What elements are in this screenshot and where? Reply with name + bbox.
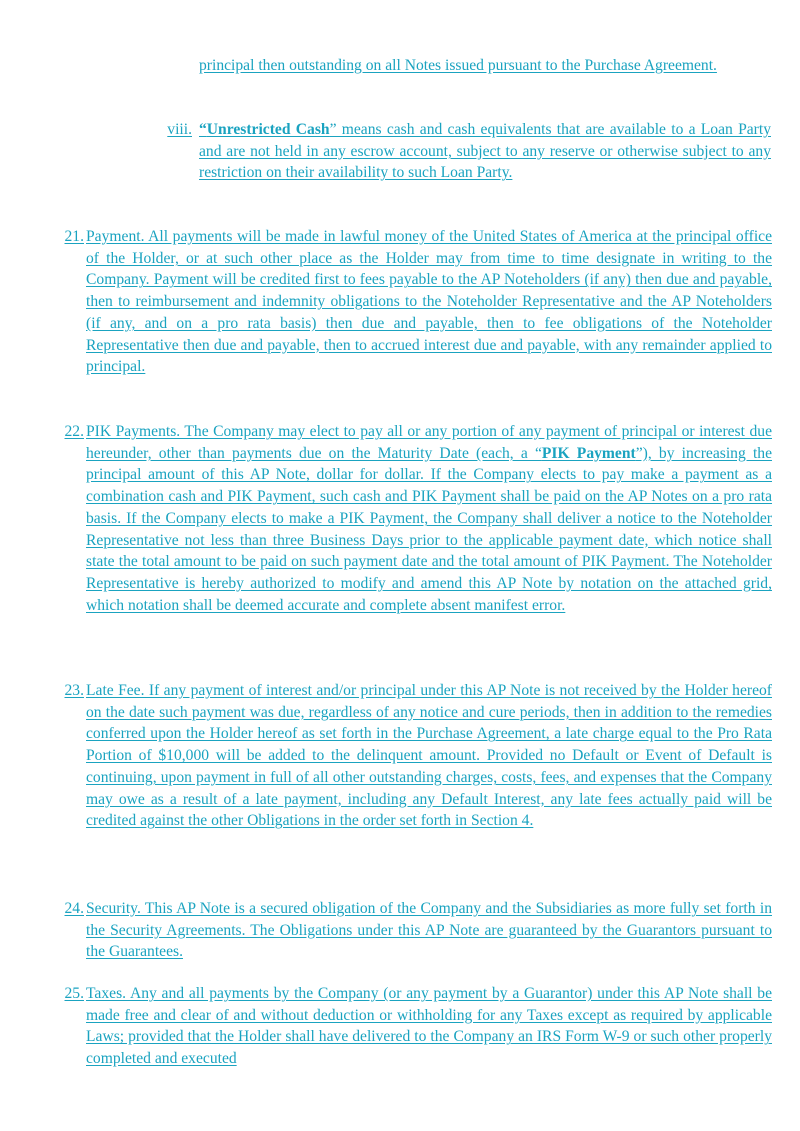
section-23-late-fee — [86, 680, 772, 832]
subsection-continuation — [199, 55, 771, 77]
section-24-text: Security. This AP Note is a secured obligation of the Company and the Subsidiaries as more fully set forth in the Security Agreements. The Obligations under this AP Note are guaranteed by the Guarantors pursuant to the Guarantees. — [86, 900, 772, 961]
definition-term: Unrestricted Cash — [206, 121, 330, 138]
section-22-text-after: ”), by increasing the principal amount of this AP Note, dollar for dollar. If the Company elects to pay make a payment as a combination cash and PIK Payment, such cash and PIK Payment shall be paid on the AP Notes on a pro rata basis. If the Company elects to make a PIK Payment, the Company shall deliver a notice to the Noteholder Representative not less than three Business Days prior to the applicable payment date, which notice shall state the total amount to be paid on such payment date and the total amount of PIK Payment. The Noteholder Representative is hereby authorized to modify and amend this AP Note by notation on the attached grid, which notation shall be deemed accurate and complete absent manifest error. — [86, 444, 772, 614]
section-22-text-before: PIK Payments. The Company may elect to pay all or any portion of any payment of principal or interest due hereunder, other than payments due on the Maturity Date (each, a “ — [86, 423, 772, 462]
section-21-payment — [86, 226, 772, 378]
definition-quote-open: “ — [199, 121, 207, 138]
subsection-number-viii: viii. — [167, 121, 192, 138]
section-number-23: 23. — [64, 682, 84, 699]
section-25-text: Taxes. Any and all payments by the Company (or any payment by a Guarantor) under this AP Note shall be made free and clear of and without deduction or withholding for any Taxes except as required by applicable Laws; provided that the Holder shall have delivered to the Company an IRS Form W-9 or such other properly completed and executed — [86, 985, 772, 1068]
section-number-24: 24. — [64, 900, 84, 917]
section-24-security — [86, 898, 772, 963]
definition-text: ” means cash and cash equivalents that are available to a Loan Party and are not held in any escrow account, subject to any reserve or otherwise subject to any restriction on their availability to such Loan Party. — [199, 121, 771, 182]
definition-unrestricted-cash — [199, 119, 771, 184]
section-25-taxes — [86, 983, 772, 1070]
section-23-text: Late Fee. If any payment of interest and/or principal under this AP Note is not received by the Holder hereof on the date such payment was due, regardless of any notice and cure periods, then in addition to the remedies conferred upon the Holder hereof as set forth in the Purchase Agreement, a late charge equal to the Pro Rata Portion of $10,000 will be added to the delinquent amount. Provided no Default or Event of Default is continuing, upon payment in full of all other outstanding charges, costs, fees, and expenses that the Company may owe as a result of a late payment, including any Default Interest, any late fees actually paid will be credited against the other Obligations in the order set forth in Section 4. — [86, 682, 772, 830]
section-21-text: Payment. All payments will be made in lawful money of the United States of America at the principal office of the Holder, or at such other place as the Holder may from time to time designate in writing to the Company. Payment will be credited first to fees payable to the AP Noteholders (if any) then due and payable, then to reimbursement and indemnity obligations to the Noteholder Representative and the AP Noteholders (if any, and on a pro rata basis) then due and payable, then to fee obligations of the Noteholder Representative then due and payable, then to accrued interest due and payable, with any remainder applied to principal. — [86, 228, 772, 376]
section-number-25: 25. — [64, 985, 84, 1002]
section-number-21: 21. — [64, 228, 84, 245]
section-22-pik-payments — [86, 421, 772, 616]
section-number-22: 22. — [64, 423, 84, 440]
subsection-continuation-text: principal then outstanding on all Notes issued pursuant to the Purchase Agreement. — [199, 57, 717, 74]
section-22-term: PIK Payment — [541, 444, 636, 462]
